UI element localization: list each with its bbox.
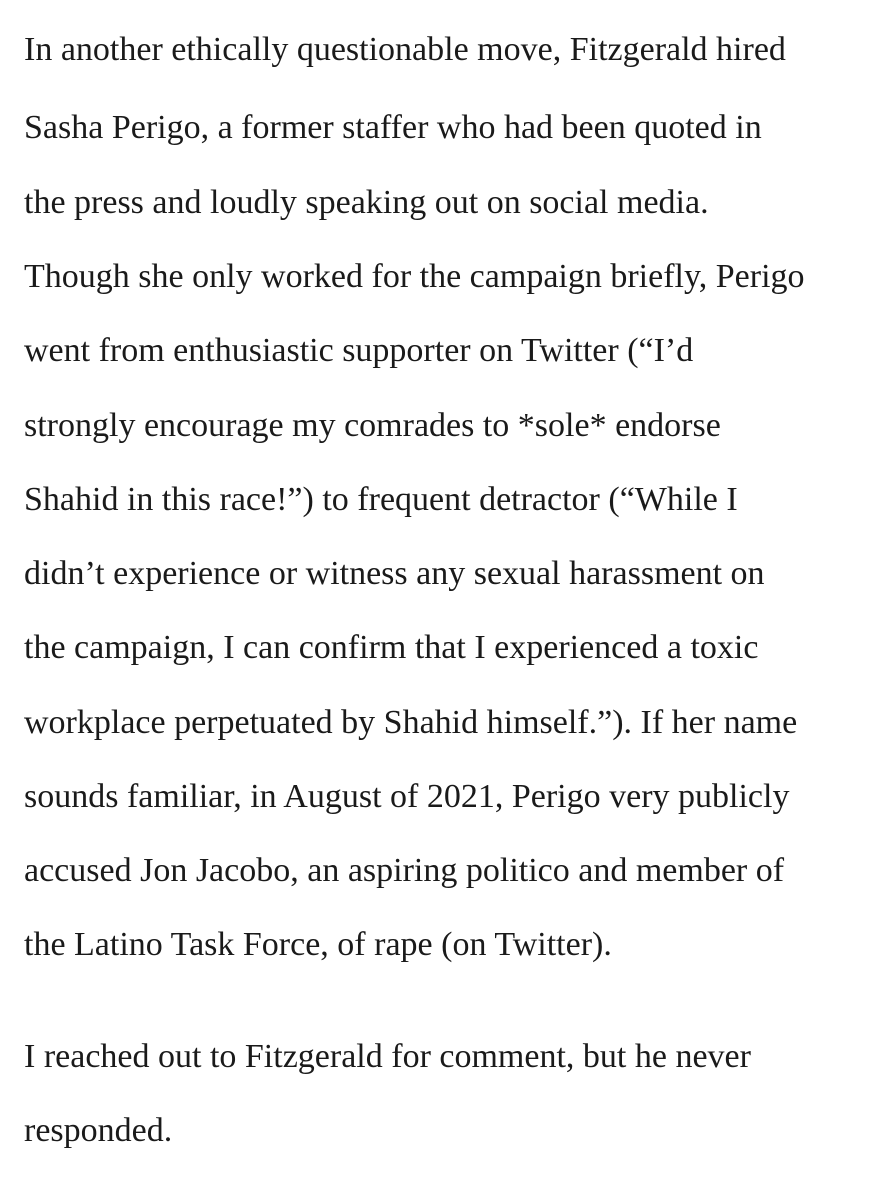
paragraph-line: In another ethically questionable move, Fitzgerald hired [24, 31, 786, 68]
paragraph-line: didn’t experience or witness any sexual harassment on [24, 555, 765, 592]
paragraph-line: workplace perpetuated by Shahid himself.”). If her name [24, 704, 798, 741]
paragraph-line: Sasha Perigo, a former staffer who had been quoted in [24, 109, 762, 146]
paragraph-line: sounds familiar, in August of 2021, Perigo very publicly [24, 778, 790, 815]
paragraph-line: the press and loudly speaking out on social media. [24, 184, 709, 221]
paragraph-line: responded. [24, 1112, 173, 1149]
paragraph-line: the campaign, I can confirm that I experienced a toxic [24, 629, 759, 666]
paragraph-line: strongly encourage my comrades to *sole* endorse [24, 407, 721, 444]
paragraph-line: I reached out to Fitzgerald for comment, but he never [24, 1038, 751, 1075]
paragraph-line: Though she only worked for the campaign briefly, Perigo [24, 258, 805, 295]
paragraph-line: the Latino Task Force, of rape (on Twitter). [24, 926, 612, 963]
paragraph-line: accused Jon Jacobo, an aspiring politico and member of [24, 852, 785, 889]
paragraph-line: went from enthusiastic supporter on Twitter (“I’d [24, 332, 694, 369]
paragraph-line: Shahid in this race!”) to frequent detractor (“While I [24, 481, 738, 518]
